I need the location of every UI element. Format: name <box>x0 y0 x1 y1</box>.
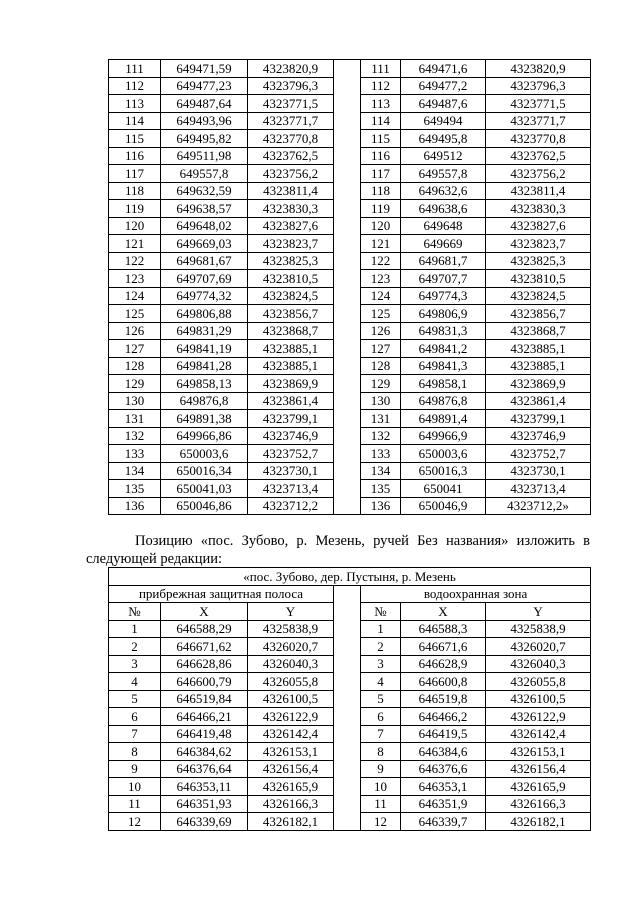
point-number: 123 <box>361 270 401 288</box>
point-number: 2 <box>109 638 161 656</box>
coord-x: 649806,9 <box>401 305 486 323</box>
coord-x: 650041,03 <box>161 480 248 498</box>
coord-x: 646384,6 <box>401 743 486 761</box>
coord-x: 649477,23 <box>161 77 248 95</box>
point-number: 121 <box>109 235 161 253</box>
column-header-y: Y <box>486 603 591 621</box>
coord-y: 4323861,4 <box>486 392 591 410</box>
point-number: 116 <box>361 147 401 165</box>
coord-x: 649487,6 <box>401 95 486 113</box>
coord-y: 4323771,7 <box>248 112 334 130</box>
point-number: 133 <box>109 445 161 463</box>
coord-x: 649557,8 <box>161 165 248 183</box>
coord-x: 649681,67 <box>161 252 248 270</box>
coord-x: 649891,4 <box>401 410 486 428</box>
coord-y: 4323827,6 <box>248 217 334 235</box>
coord-x: 649669,03 <box>161 235 248 253</box>
coord-y: 4326040,3 <box>248 655 334 673</box>
coord-y: 4323746,9 <box>248 427 334 445</box>
coord-y: 4326182,1 <box>248 813 334 831</box>
point-number: 11 <box>109 795 161 813</box>
continuation-coordinates-table <box>108 59 591 515</box>
coord-y: 4323756,2 <box>486 165 591 183</box>
coord-x: 646628,86 <box>161 655 248 673</box>
coord-y: 4323820,9 <box>248 60 334 78</box>
coord-x: 649512 <box>401 147 486 165</box>
coord-y: 4326122,9 <box>486 708 591 726</box>
coord-x: 649477,2 <box>401 77 486 95</box>
coord-x: 646339,69 <box>161 813 248 831</box>
coord-x: 649806,88 <box>161 305 248 323</box>
point-number: 8 <box>361 743 401 761</box>
point-number: 123 <box>109 270 161 288</box>
coord-x: 646628,9 <box>401 655 486 673</box>
coord-y: 4323830,3 <box>248 200 334 218</box>
coord-x: 649966,9 <box>401 427 486 445</box>
coord-x: 646519,8 <box>401 690 486 708</box>
coord-x: 649966,86 <box>161 427 248 445</box>
point-number: 124 <box>361 287 401 305</box>
coord-x: 649707,69 <box>161 270 248 288</box>
coord-x: 650046,9 <box>401 497 486 515</box>
coord-y: 4323856,7 <box>248 305 334 323</box>
coord-x: 649648,02 <box>161 217 248 235</box>
point-number: 134 <box>361 462 401 480</box>
coord-y: 4323868,7 <box>248 322 334 340</box>
coord-x: 646351,9 <box>401 795 486 813</box>
coord-y: 4323885,1 <box>248 340 334 358</box>
coord-x: 646351,93 <box>161 795 248 813</box>
coord-x: 646588,29 <box>161 620 248 638</box>
coord-x: 646419,5 <box>401 725 486 743</box>
coord-y: 4323820,9 <box>486 60 591 78</box>
coord-x: 649471,6 <box>401 60 486 78</box>
coord-y: 4323810,5 <box>248 270 334 288</box>
coord-x: 650041 <box>401 480 486 498</box>
point-number: 115 <box>109 130 161 148</box>
point-number: 9 <box>361 760 401 778</box>
coord-x: 646466,21 <box>161 708 248 726</box>
coord-y: 4323827,6 <box>486 217 591 235</box>
table-title-row <box>109 568 591 586</box>
point-number: 118 <box>109 182 161 200</box>
coord-y: 4323811,4 <box>248 182 334 200</box>
coord-x: 646339,7 <box>401 813 486 831</box>
point-number: 10 <box>109 778 161 796</box>
point-number: 117 <box>361 165 401 183</box>
point-number: 4 <box>361 673 401 691</box>
coord-y: 4323713,4 <box>248 480 334 498</box>
coord-x: 649841,28 <box>161 357 248 375</box>
coord-y: 4326055,8 <box>248 673 334 691</box>
table-row <box>109 60 591 78</box>
point-number: 124 <box>109 287 161 305</box>
coord-y: 4323823,7 <box>486 235 591 253</box>
coord-x: 649831,3 <box>401 322 486 340</box>
point-number: 6 <box>109 708 161 726</box>
point-number: 10 <box>361 778 401 796</box>
coord-y: 4325838,9 <box>248 620 334 638</box>
coord-y: 4326166,3 <box>248 795 334 813</box>
point-number: 5 <box>109 690 161 708</box>
coord-y: 4323885,1 <box>248 357 334 375</box>
point-number: 3 <box>109 655 161 673</box>
point-number: 118 <box>361 182 401 200</box>
coord-y: 4323730,1 <box>248 462 334 480</box>
coord-y: 4326156,4 <box>486 760 591 778</box>
coord-y: 4323868,7 <box>486 322 591 340</box>
point-number: 136 <box>109 497 161 515</box>
coord-y: 4326142,4 <box>486 725 591 743</box>
point-number: 114 <box>361 112 401 130</box>
coord-x: 646466,2 <box>401 708 486 726</box>
coord-x: 649774,32 <box>161 287 248 305</box>
point-number: 112 <box>109 77 161 95</box>
section-header-water-protection-zone: водоохранная зона <box>361 585 591 603</box>
point-number: 3 <box>361 655 401 673</box>
point-number: 125 <box>109 305 161 323</box>
point-number: 132 <box>109 427 161 445</box>
coord-y: 4326153,1 <box>248 743 334 761</box>
coord-x: 649638,6 <box>401 200 486 218</box>
point-number: 127 <box>361 340 401 358</box>
point-number: 133 <box>361 445 401 463</box>
coord-x: 646419,48 <box>161 725 248 743</box>
coord-x: 649858,1 <box>401 375 486 393</box>
coord-y: 4323771,7 <box>486 112 591 130</box>
coord-x: 650016,34 <box>161 462 248 480</box>
coord-y: 4323762,5 <box>248 147 334 165</box>
point-number: 129 <box>109 375 161 393</box>
point-number: 113 <box>109 95 161 113</box>
coord-y: 4326182,1 <box>486 813 591 831</box>
coord-x: 649858,13 <box>161 375 248 393</box>
coord-x: 650003,6 <box>401 445 486 463</box>
coord-x: 649841,19 <box>161 340 248 358</box>
coord-x: 649669 <box>401 235 486 253</box>
coord-x: 649632,59 <box>161 182 248 200</box>
point-number: 134 <box>109 462 161 480</box>
coord-x: 649494 <box>401 112 486 130</box>
column-header-number: № <box>361 603 401 621</box>
coord-x: 649876,8 <box>161 392 248 410</box>
point-number: 115 <box>361 130 401 148</box>
coord-y: 4323824,5 <box>486 287 591 305</box>
coord-y: 4323762,5 <box>486 147 591 165</box>
new-coordinates-table <box>108 567 591 831</box>
coord-y: 4323771,5 <box>486 95 591 113</box>
column-header-number: № <box>109 603 161 621</box>
coord-y: 4323824,5 <box>248 287 334 305</box>
coord-x: 646384,62 <box>161 743 248 761</box>
coord-y: 4326142,4 <box>248 725 334 743</box>
coord-y: 4326020,7 <box>248 638 334 656</box>
coord-y: 4323756,2 <box>248 165 334 183</box>
coord-x: 650046,86 <box>161 497 248 515</box>
coord-y: 4323885,1 <box>486 340 591 358</box>
coord-x: 646353,1 <box>401 778 486 796</box>
section-header-row <box>109 585 591 603</box>
coord-y: 4323771,5 <box>248 95 334 113</box>
point-number: 8 <box>109 743 161 761</box>
column-header-x: X <box>401 603 486 621</box>
coord-y: 4326055,8 <box>486 673 591 691</box>
coord-x: 649471,59 <box>161 60 248 78</box>
point-number: 125 <box>361 305 401 323</box>
coord-y: 4323861,4 <box>248 392 334 410</box>
coord-y: 4323869,9 <box>248 375 334 393</box>
coord-y: 4325838,9 <box>486 620 591 638</box>
coord-x: 646519,84 <box>161 690 248 708</box>
point-number: 111 <box>361 60 401 78</box>
point-number: 1 <box>361 620 401 638</box>
point-number: 119 <box>361 200 401 218</box>
coord-y: 4326100,5 <box>248 690 334 708</box>
coord-y: 4326165,9 <box>486 778 591 796</box>
coord-x: 649707,7 <box>401 270 486 288</box>
coord-y: 4323869,9 <box>486 375 591 393</box>
coord-x: 649511,98 <box>161 147 248 165</box>
coord-x: 649876,8 <box>401 392 486 410</box>
point-number: 4 <box>109 673 161 691</box>
point-number: 11 <box>361 795 401 813</box>
point-number: 7 <box>109 725 161 743</box>
coord-x: 649632,6 <box>401 182 486 200</box>
point-number: 130 <box>109 392 161 410</box>
coord-y: 4323885,1 <box>486 357 591 375</box>
coord-y: 4323796,3 <box>486 77 591 95</box>
continuation-table-body <box>109 60 591 515</box>
column-gap <box>334 60 361 515</box>
point-number: 116 <box>109 147 161 165</box>
point-number: 5 <box>361 690 401 708</box>
coord-y: 4323712,2» <box>486 497 591 515</box>
coord-x: 646600,8 <box>401 673 486 691</box>
coord-y: 4323810,5 <box>486 270 591 288</box>
coord-y: 4326166,3 <box>486 795 591 813</box>
coord-x: 649487,64 <box>161 95 248 113</box>
column-header-y: Y <box>248 603 334 621</box>
point-number: 12 <box>361 813 401 831</box>
coord-y: 4326020,7 <box>486 638 591 656</box>
coord-x: 646376,64 <box>161 760 248 778</box>
coord-y: 4323752,7 <box>486 445 591 463</box>
coord-x: 649495,8 <box>401 130 486 148</box>
point-number: 6 <box>361 708 401 726</box>
coord-y: 4326153,1 <box>486 743 591 761</box>
point-number: 131 <box>109 410 161 428</box>
coord-x: 649774,3 <box>401 287 486 305</box>
coord-y: 4323752,7 <box>248 445 334 463</box>
point-number: 128 <box>109 357 161 375</box>
point-number: 132 <box>361 427 401 445</box>
point-number: 127 <box>109 340 161 358</box>
coord-x: 649681,7 <box>401 252 486 270</box>
point-number: 111 <box>109 60 161 78</box>
point-number: 131 <box>361 410 401 428</box>
coord-y: 4323796,3 <box>248 77 334 95</box>
coord-y: 4323799,1 <box>486 410 591 428</box>
coord-x: 649495,82 <box>161 130 248 148</box>
coord-y: 4323746,9 <box>486 427 591 445</box>
point-number: 120 <box>109 217 161 235</box>
coord-x: 646600,79 <box>161 673 248 691</box>
coord-x: 649841,2 <box>401 340 486 358</box>
point-number: 126 <box>109 322 161 340</box>
amendment-paragraph: Позицию «пос. Зубово, р. Мезень, ручей Без названия» изложить в следующей редакции: <box>86 533 590 567</box>
coord-y: 4326040,3 <box>486 655 591 673</box>
coord-y: 4323830,3 <box>486 200 591 218</box>
coord-x: 646588,3 <box>401 620 486 638</box>
column-header-x: X <box>161 603 248 621</box>
point-number: 122 <box>109 252 161 270</box>
point-number: 120 <box>361 217 401 235</box>
point-number: 117 <box>109 165 161 183</box>
point-number: 1 <box>109 620 161 638</box>
point-number: 7 <box>361 725 401 743</box>
coord-x: 646353,11 <box>161 778 248 796</box>
coord-y: 4323811,4 <box>486 182 591 200</box>
coord-y: 4326156,4 <box>248 760 334 778</box>
column-gap <box>334 585 361 830</box>
point-number: 2 <box>361 638 401 656</box>
point-number: 112 <box>361 77 401 95</box>
coord-y: 4323825,3 <box>486 252 591 270</box>
point-number: 9 <box>109 760 161 778</box>
new-table-body <box>109 568 591 831</box>
coord-x: 646671,6 <box>401 638 486 656</box>
point-number: 121 <box>361 235 401 253</box>
coord-x: 650016,3 <box>401 462 486 480</box>
coord-x: 649557,8 <box>401 165 486 183</box>
point-number: 114 <box>109 112 161 130</box>
coord-x: 649841,3 <box>401 357 486 375</box>
coord-x: 649831,29 <box>161 322 248 340</box>
coord-x: 649493,96 <box>161 112 248 130</box>
coord-y: 4323770,8 <box>248 130 334 148</box>
section-header-coastal-strip: прибрежная защитная полоса <box>109 585 334 603</box>
point-number: 135 <box>361 480 401 498</box>
point-number: 122 <box>361 252 401 270</box>
coord-y: 4323856,7 <box>486 305 591 323</box>
coord-x: 646671,62 <box>161 638 248 656</box>
point-number: 113 <box>361 95 401 113</box>
coord-y: 4326100,5 <box>486 690 591 708</box>
point-number: 130 <box>361 392 401 410</box>
coord-y: 4323730,1 <box>486 462 591 480</box>
coord-x: 649638,57 <box>161 200 248 218</box>
point-number: 119 <box>109 200 161 218</box>
coord-y: 4323770,8 <box>486 130 591 148</box>
point-number: 12 <box>109 813 161 831</box>
coord-y: 4326165,9 <box>248 778 334 796</box>
coord-y: 4323712,2 <box>248 497 334 515</box>
point-number: 128 <box>361 357 401 375</box>
coord-x: 649891,38 <box>161 410 248 428</box>
coord-x: 646376,6 <box>401 760 486 778</box>
point-number: 129 <box>361 375 401 393</box>
coord-y: 4326122,9 <box>248 708 334 726</box>
coord-y: 4323713,4 <box>486 480 591 498</box>
point-number: 136 <box>361 497 401 515</box>
coord-x: 649648 <box>401 217 486 235</box>
point-number: 126 <box>361 322 401 340</box>
coord-x: 650003,6 <box>161 445 248 463</box>
coord-y: 4323823,7 <box>248 235 334 253</box>
coord-y: 4323825,3 <box>248 252 334 270</box>
table-title: «пос. Зубово, дер. Пустыня, р. Мезень <box>109 568 591 586</box>
point-number: 135 <box>109 480 161 498</box>
coord-y: 4323799,1 <box>248 410 334 428</box>
